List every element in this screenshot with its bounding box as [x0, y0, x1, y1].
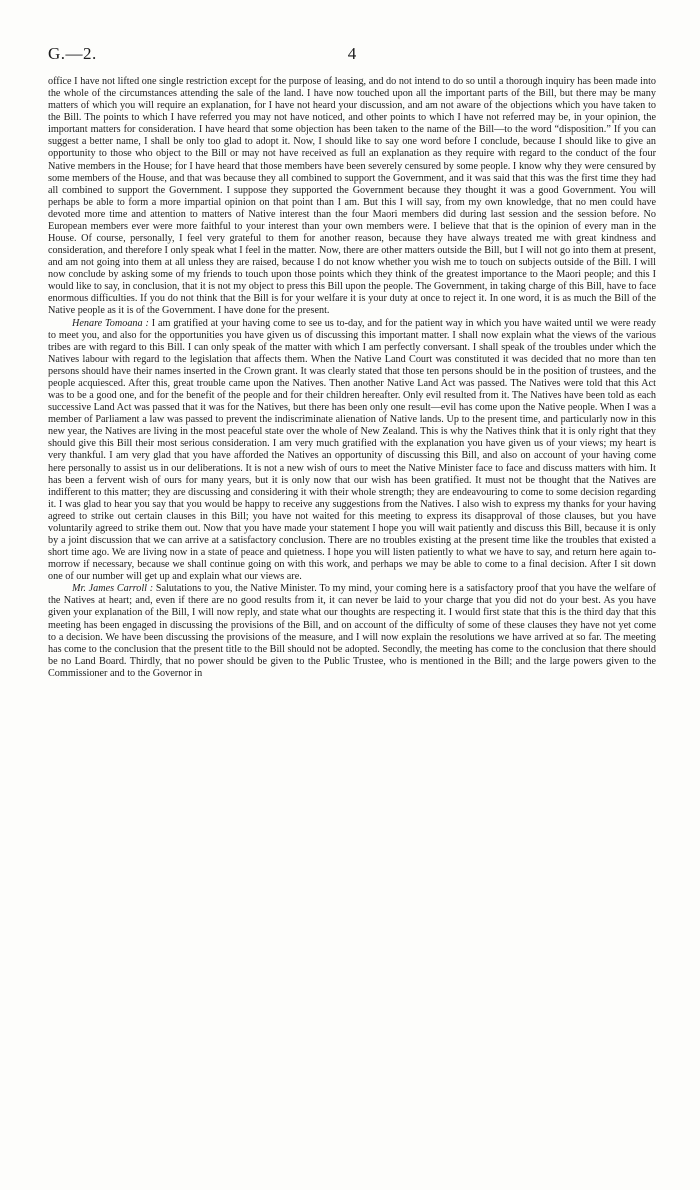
- document-body: [48, 76, 656, 680]
- speaker-name: Henare Tomoana :: [72, 317, 149, 329]
- speaker-name: Mr. James Carroll :: [72, 583, 154, 595]
- paragraph-henare-tomoana: [48, 318, 656, 584]
- paragraph-text: Salutations to you, the Native Minister. To my mind, your coming here is a satisfactory proof that you have the welfare of the Natives at heart; and, even if there are no good results from it, it can never be laid to your charge that you did not do your best. As you have given your explanation of the Bill, I will now reply, and state what our thoughts are respecting it. I would first state that this is the third day that this meeting has been engaged in discussing the provisions of the Bill, and on account of the difficulty of some of these clauses they have not yet come to a decision. We have been discussing the provisions of the measure, and I will now explain the resolutions we have arrived at so far. The meeting has come to the conclusion that the present title to the Bill should not be adopted. Secondly, the meeting has come to the conclusion that there should be no Land Board. Thirdly, that no power should be given to the Public Trustee, who is mentioned in the Bill; and the large powers given to the Commissioner and to the Governor in: [48, 583, 656, 679]
- paragraph-james-carroll: [48, 583, 656, 680]
- document-reference: G.—2.: [48, 44, 97, 63]
- paragraph-continuation: [48, 76, 656, 318]
- paragraph-text: I am gratified at your having come to see us to-day, and for the patient way in which you have waited until we were ready to meet you, and also for the opportunities you have given us of discussing this important matter. I shall now explain what the views of the various tribes are with regard to this Bill. I can only speak of the matter with which I am perfectly conversant. I shall speak of the troubles under which the Natives labour with regard to the legislation that affects them. When the Native Land Court was constituted it was decided that no more than ten persons should have their names inserted in the Crown grant. It was clearly stated that those ten persons should be in the position of trustees, and the people acquiesced. After this, great trouble came upon the Natives. Then another Native Land Act was passed. The Natives were told that this Act was to be a good one, and for the benefit of the people and for their children hereafter. Only evil resulted from it. The Natives have been told as each successive Land Act was passed that it was for the Natives, but there has been only one result—evil has come upon the Native people. When I was a member of Parliament a law was passed to prevent the indiscriminate alienation of Native lands. Up to the present time, and particularly now in this new year, the Natives are living in the most peaceful state over the whole of New Zealand. This is why the Natives think that it is only right that they should give this Bill their most serious consideration. I am very much gratified with the explanation you have given us of your views; my heart is very thankful. I am very glad that you have afforded the Natives an opportunity of discussing this Bill, and also on account of your having come here personally to assist us in our deliberations. It is not a new wish of ours to meet the Native Minister face to face and discuss matters with him. It has been a fervent wish of ours for many years, but it is only now that our wish has been gratified. It must not be thought that the Natives are indifferent to this matter; they are discussing and considering it with their whole strength; they are endeavouring to come to some decision regarding it. I was glad to hear you say that you would be happy to receive any suggestions from the Natives. I also wish to express my thanks for your having agreed to strike out certain clauses in this Bill; you have not waited for this meeting to express its disapproval of those clauses, but you have voluntarily agreed to strike them out. Now that you have made your statement I hope you will wait patiently and discuss this Bill, because it is only by a joint discussion that we can arrive at a satisfactory conclusion. There are no troubles existing at the present time like the troubles that existed a short time ago. We are living now in a state of peace and quietness. I hope you will listen patiently to what we have to say, and return here again to-morrow if necessary, because we shall continue going on with this work, and perhaps we may be able to come to a final decision. After I sit down one of our number will get up and explain what our views are.: [48, 317, 656, 583]
- page-header: [48, 44, 656, 64]
- page-number: 4: [347, 44, 357, 63]
- paragraph-text: office I have not lifted one single restriction except for the purpose of leasing, and do not intend to do so until a thorough inquiry has been made into the whole of the circumstances attending the sale of the land. I have now touched upon all the important parts of the Bill, but there may be many matters of which you will require an explanation, for I have not heard your discussion, and am not aware of the objections which you have taken to the Bill. The points to which I have referred you may not have noticed, and other points to which I have not referred may be, in your opinion, the important matters for consideration. I have heard that some objection has been taken to the name of the Bill—to the word “disposition.” If you can suggest a better name, I shall be only too glad to adopt it. Now, I should like to say one word before I conclude, because I should like to give an opportunity to those who object to the Bill or may not have received as full an explanation as they require with regard to the conduct of the four Native members in the House; for I have heard that those members have been severely censured by some people. I know why they were censured by some members of the House, and that was because they all combined to support the Government, and it was said that this was the first time they had all combined to support the Government. I suppose they supported the Government because they thought it was a good Government. You will perhaps be able to form a more impartial opinion on that point than I am. But this I will say, from my own knowledge, that no men could have devoted more time and attention to matters of Native interest than the four Maori members did during last session and the session before. No European members ever were more faithful to your interest than your own members were. I believe that that is the opinion of every man in the House. Of course, personally, I feel very grateful to them for another reason, because they have always treated me with great kindness and consideration, and therefore I only speak what I feel in the matter. Now, there are other matters outside the Bill, but I will not go into them at present, and am not going into them at all unless they are raised, because I do not know whether you wish me to touch on subjects outside of the Bill. I will now conclude by asking some of my friends to touch upon those points which they think of the greatest importance to the Maori people; and this I would like to say, in conclusion, that it is not my object to press this Bill upon the people. The Government, in taking charge of this Bill, have to face enormous difficulties. If you do not think that the Bill is for your welfare it is your duty at once to reject it. In one word, it is as much the Bill of the Native people as it is of the Government. I have done for the present.: [48, 76, 656, 317]
